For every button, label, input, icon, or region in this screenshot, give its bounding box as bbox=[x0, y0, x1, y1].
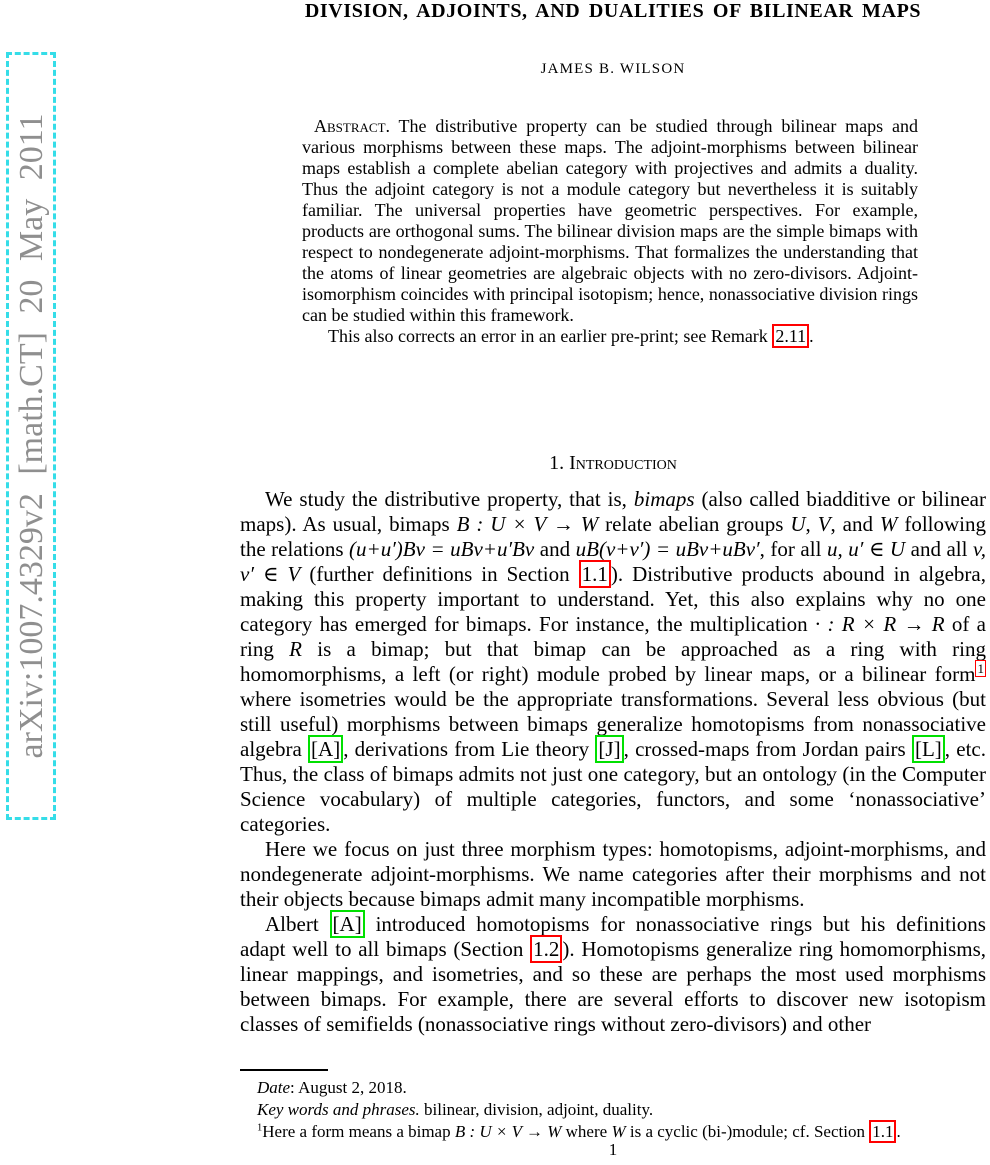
text-segment: , bbox=[805, 512, 818, 536]
text-segment: , for all bbox=[759, 537, 827, 561]
text-segment: of a ring bbox=[240, 612, 986, 661]
text-segment: We study the distributive property, that is, bbox=[265, 487, 634, 511]
text-segment: and bbox=[534, 537, 576, 561]
text-segment: relate abelian groups bbox=[598, 512, 791, 536]
intro-paragraph-3 bbox=[240, 912, 986, 1037]
text-segment: , etc. Thus, the class of bimaps admits not just one category, but an ontology (in the Computer Science vocabulary) of multiple categories, functors, and some ‘nonassociative’ categories. bbox=[240, 737, 986, 836]
section-ref-link[interactable]: 1.1 bbox=[869, 1120, 896, 1143]
footnote-date bbox=[240, 1077, 986, 1099]
math-expression: U bbox=[790, 512, 806, 536]
abstract-remark bbox=[302, 326, 918, 347]
math-expression: R bbox=[289, 637, 302, 661]
abstract-paragraph bbox=[302, 116, 918, 326]
text-segment: . bbox=[809, 326, 814, 346]
footnote-mark: 1 bbox=[257, 1122, 263, 1134]
math-expression: B : U × V → W bbox=[454, 1122, 562, 1141]
text-segment: Here we focus on just three morphism types: homotopisms, adjoint-morphisms, and nondegenerate adjoint-morphisms. We name categories after their morphisms and not their objects because bimaps admit many incompatible morphisms. bbox=[240, 837, 986, 911]
emphasis-text: Date bbox=[257, 1078, 291, 1097]
math-expression: · : R × R → R bbox=[814, 612, 945, 636]
section-ref-link[interactable]: 1.1 bbox=[579, 560, 611, 588]
section-number: 1. bbox=[549, 452, 565, 474]
author-name: JAMES B. WILSON bbox=[540, 61, 686, 77]
math-expression: B : U × V → W bbox=[456, 512, 599, 536]
text-segment: bilinear, division, adjoint, duality. bbox=[419, 1100, 654, 1119]
abstract bbox=[302, 116, 918, 347]
section-ref-link[interactable]: 1.2 bbox=[530, 935, 562, 963]
text-segment: This also corrects an error in an earlier pre-print; see Remark bbox=[328, 326, 773, 346]
introduction-body bbox=[240, 487, 986, 1037]
text-segment: introduced homotopisms for nonassociative rings but his definitions adapt well to all bimaps (Section bbox=[240, 912, 986, 961]
text-segment: is a bimap; but that bimap can be approached as a ring with ring homomorphisms, a left (or right) module probed by linear maps, or a bilinear form bbox=[240, 637, 987, 686]
citation-link[interactable]: [J] bbox=[595, 735, 623, 763]
text-segment: where bbox=[561, 1122, 612, 1141]
footnote-rule bbox=[240, 1069, 328, 1071]
abstract-body bbox=[302, 116, 918, 325]
text-segment: : August 2, 2018. bbox=[290, 1078, 407, 1097]
text-segment: is a cyclic (bi-)module; cf. Section bbox=[625, 1122, 870, 1141]
intro-paragraph-1 bbox=[240, 487, 986, 837]
page-title: DIVISION, ADJOINTS, AND DUALITIES OF BILINEAR MAPS bbox=[304, 0, 922, 22]
math-expression: W bbox=[611, 1122, 626, 1141]
arxiv-stamp-text: arXiv:1007.4329v2 [math.CT] 20 May 2011 bbox=[13, 113, 50, 759]
text-segment: The distributive property can be studied through bilinear maps and various morphisms between these maps. The adjoint-morphisms between bilinear maps establish a complete abelian category with projectives and admits a duality. Thus the adjoint category is not a module category but nevertheless it is suitably familiar. The universal properties have geometric perspectives. For example, products are orthogonal sums. The bilinear division maps are the simple bimaps with respect to nondegenerate adjoint-morphisms. That formalizes the understanding that the atoms of linear geometries are algebraic objects with no zero-divisors. Adjoint-isomorphism coincides with principal isotopism; hence, nonassociative division rings can be studied within this framework. bbox=[302, 116, 918, 325]
text-segment: , and bbox=[830, 512, 880, 536]
math-expression: u, u′ ∈ U bbox=[826, 537, 906, 561]
text-segment: (also called biadditive or bilinear maps). As usual, bimaps bbox=[240, 487, 986, 536]
text-segment: following the relations bbox=[240, 512, 986, 561]
text-segment: Albert bbox=[265, 912, 330, 936]
section-title: Introduction bbox=[569, 452, 677, 474]
text-segment: , crossed-maps from Jordan pairs bbox=[623, 737, 912, 761]
footnotes bbox=[240, 1077, 986, 1143]
text-segment: ). Homotopisms generalize ring homomorphisms, linear mappings, and isometries, and so these are perhaps the most used morphisms between bimaps. For example, there are several efforts to discover new isotopism classes of semifields (nonassociative rings without zero-divisors) and other bbox=[240, 937, 986, 1036]
arxiv-stamp bbox=[6, 52, 56, 820]
citation-link[interactable]: [A] bbox=[308, 735, 343, 763]
text-segment: , derivations from Lie theory bbox=[343, 737, 596, 761]
text-segment: Here a form means a bimap bbox=[262, 1122, 455, 1141]
text-column bbox=[240, 0, 986, 1165]
page-number: 1 bbox=[608, 1140, 618, 1159]
footnote-mark-link[interactable]: 1 bbox=[977, 661, 984, 676]
emphasis-text: bimaps bbox=[633, 487, 695, 511]
text-segment: where isometries would be the appropriate transformations. Several less obvious (but still useful) morphisms between bimaps generalize homotopisms from nonassociative algebra bbox=[240, 687, 986, 761]
text-segment: . bbox=[896, 1122, 901, 1141]
math-expression: V bbox=[817, 512, 831, 536]
footnote-keywords bbox=[240, 1099, 986, 1121]
math-expression: (u+u′)Bv = uBv+u′Bv bbox=[349, 537, 535, 561]
citation-link[interactable]: [A] bbox=[330, 910, 365, 938]
intro-paragraph-2 bbox=[240, 837, 986, 912]
text-segment: (further definitions in Section bbox=[300, 562, 579, 586]
citation-link[interactable]: [L] bbox=[912, 735, 945, 763]
section-heading bbox=[240, 452, 986, 475]
section-ref-link[interactable]: 2.11 bbox=[772, 324, 809, 348]
math-expression: W bbox=[879, 512, 898, 536]
abstract-label: Abstract. bbox=[314, 116, 391, 136]
text-segment: ). Distributive products abound in algebra, making this property important to understand. Yet, this also explains why no one category has emerged for bimaps. For instance, the multiplication bbox=[240, 562, 986, 636]
math-expression: v, v′ ∈ V bbox=[240, 537, 987, 586]
math-expression: uB(v+v′) = uBv+uBv′ bbox=[575, 537, 760, 561]
text-segment: and all bbox=[905, 537, 973, 561]
emphasis-text: Key words and phrases. bbox=[257, 1100, 420, 1119]
